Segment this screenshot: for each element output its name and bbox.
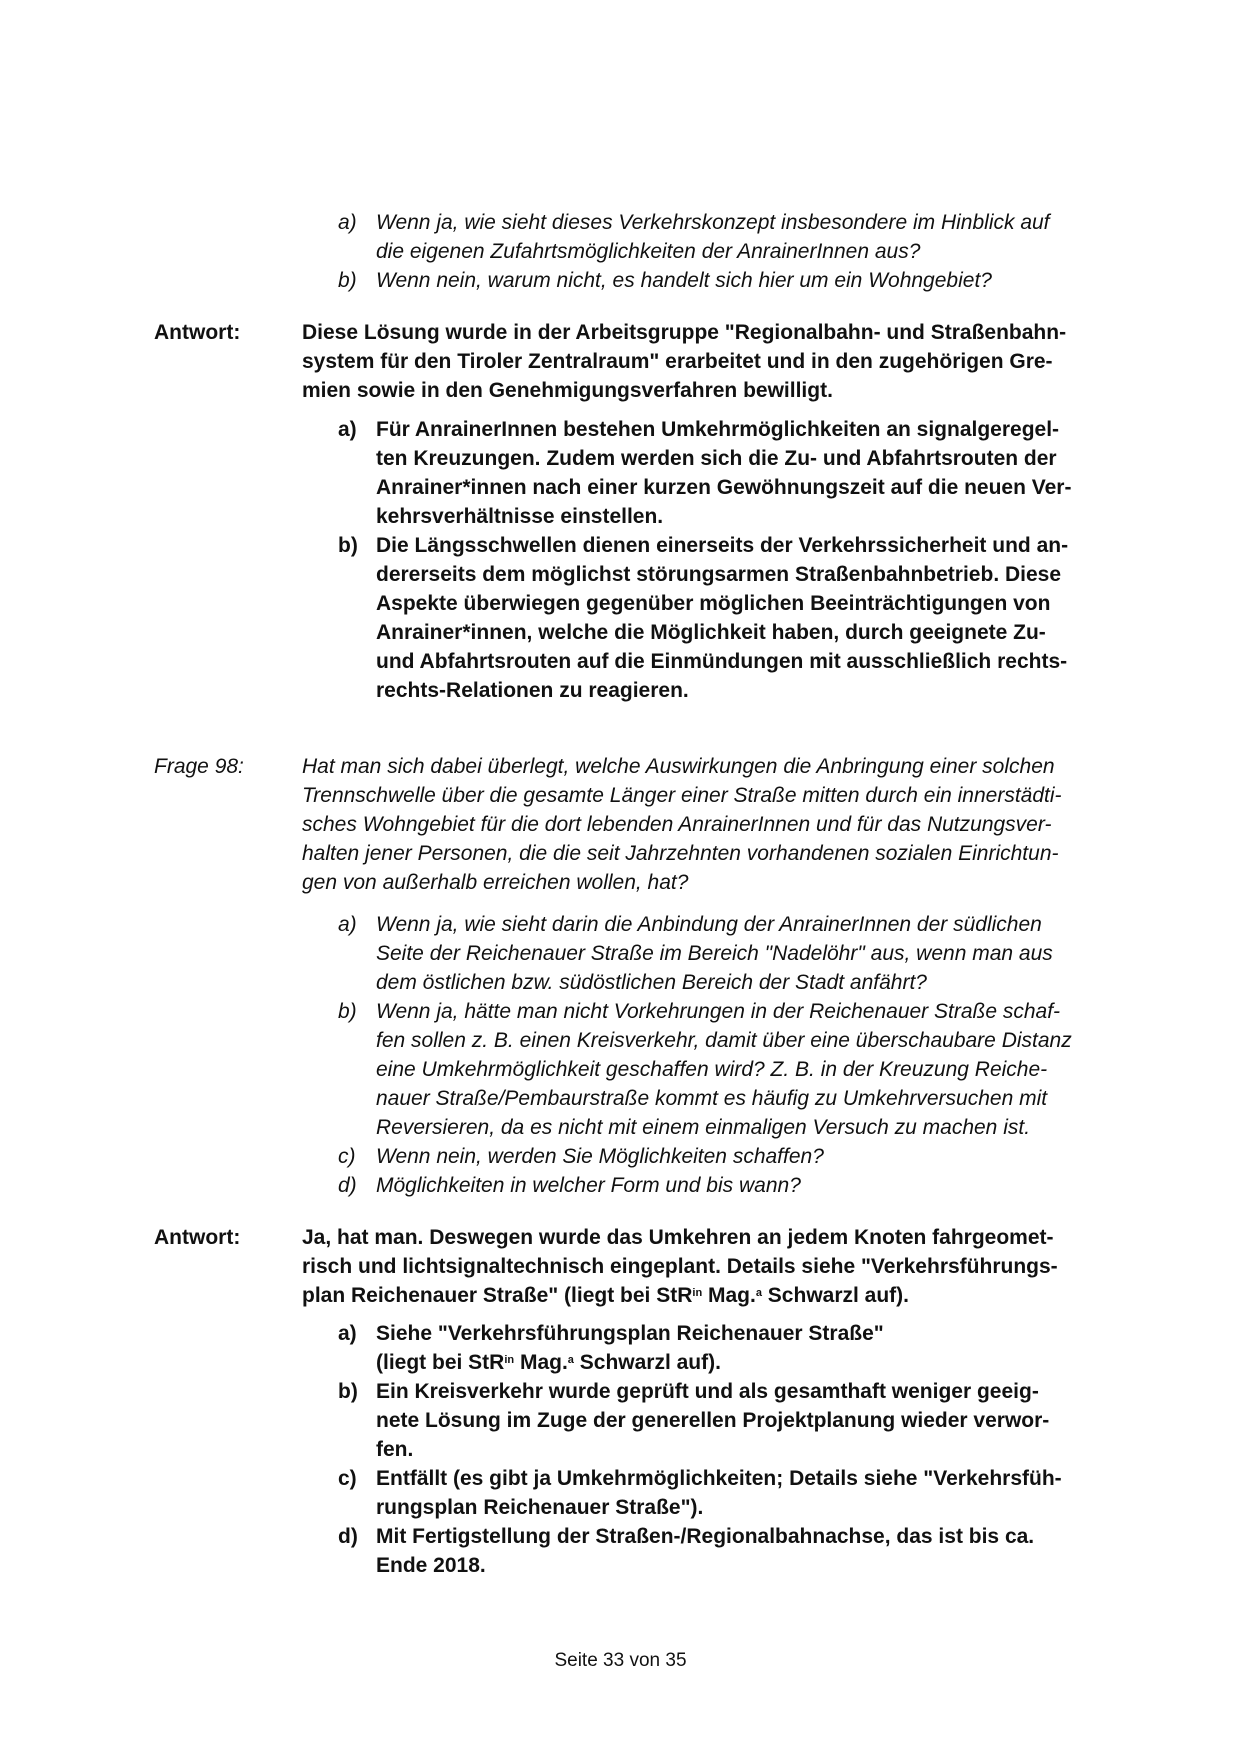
list-item [338, 997, 1142, 1142]
text-line: Die Längsschwellen dienen einerseits der Verkehrssicherheit und an- [376, 534, 1069, 557]
list-marker: a) [338, 913, 357, 936]
text-fragment: (liegt bei StR [376, 1351, 505, 1374]
text-line: eine Umkehrmöglichkeit geschaffen wird? Z. B. in der Kreuzung Reiche- [376, 1058, 1048, 1081]
text-line: fen. [376, 1438, 414, 1461]
text-line: die eigenen Zufahrtsmöglichkeiten der AnrainerInnen aus? [376, 240, 921, 263]
text-fragment: Schwarzl auf). [573, 1351, 721, 1374]
text-line: Entfällt (es gibt ja Umkehrmöglichkeiten; Details siehe "Verkehrsfüh- [376, 1467, 1062, 1490]
text-line: kehrsverhältnisse einstellen. [376, 505, 664, 528]
answer-text [302, 318, 1142, 405]
answer-text [302, 1223, 1142, 1310]
list-marker: b) [338, 534, 358, 557]
text-line: dem östlichen bzw. südöstlichen Bereich der Stadt anfährt? [376, 971, 927, 994]
text-line: Aspekte überwiegen gegenüber möglichen Beeinträchtigungen von [376, 592, 1051, 615]
list-marker: b) [338, 1000, 357, 1023]
text-line: halten jener Personen, die die seit Jahrzehnten vorhandenen sozialen Einrichtun- [302, 842, 1059, 865]
list-marker: b) [338, 269, 357, 292]
text-line: Mit Fertigstellung der Straßen-/Regionalbahnachse, das ist bis ca. [376, 1525, 1035, 1548]
text-line: Diese Lösung wurde in der Arbeitsgruppe "Regionalbahn- und Straßenbahn- [302, 321, 1067, 344]
text-line: Wenn ja, wie sieht dieses Verkehrskonzept insbesondere im Hinblick auf [376, 211, 1050, 234]
list-item [338, 1142, 1142, 1171]
text-line: Seite der Reichenauer Straße im Bereich "Nadelöhr" aus, wenn man aus [376, 942, 1053, 965]
list-marker: c) [338, 1145, 356, 1168]
text-line: rechts-Relationen zu reagieren. [376, 679, 689, 702]
text-line: Anrainer*innen nach einer kurzen Gewöhnungszeit auf die neuen Ver- [376, 476, 1072, 499]
list-item [338, 1171, 1142, 1200]
list-item [338, 266, 1142, 295]
list-item [338, 910, 1142, 997]
text-line: Für AnrainerInnen bestehen Umkehrmöglichkeiten an signalgeregel- [376, 418, 1060, 441]
text-fragment: Schwarzl auf). [761, 1284, 909, 1307]
text-fragment: Mag. [514, 1351, 568, 1374]
text-line: Wenn ja, wie sieht darin die Anbindung der AnrainerInnen der südlichen [376, 913, 1042, 936]
text-line: nete Lösung im Zuge der generellen Projektplanung wieder verwor- [376, 1409, 1050, 1432]
page-number: Seite 33 von 35 [554, 1650, 687, 1671]
superscript: in [504, 1354, 515, 1366]
question-text [302, 752, 1142, 897]
list-marker: d) [338, 1174, 357, 1197]
text-line: Siehe "Verkehrsführungsplan Reichenauer Straße" [376, 1322, 884, 1345]
answer-label: Antwort: [154, 1226, 241, 1249]
text-line: Wenn nein, warum nicht, es handelt sich hier um ein Wohngebiet? [376, 269, 992, 292]
text-line: Wenn ja, hätte man nicht Vorkehrungen in der Reichenauer Straße schaf- [376, 1000, 1061, 1023]
text-line: Möglichkeiten in welcher Form und bis wann? [376, 1174, 801, 1197]
list-item [338, 531, 1142, 705]
list-marker: b) [338, 1380, 358, 1403]
answer-label: Antwort: [154, 321, 241, 344]
text-line: nauer Straße/Pembaurstraße kommt es häufig zu Umkehrversuchen mit [376, 1087, 1048, 1110]
text-line: gen von außerhalb erreichen wollen, hat? [302, 871, 689, 894]
list-item [338, 1522, 1142, 1580]
text-fragment: Mag. [702, 1284, 756, 1307]
superscript: a [755, 1287, 762, 1299]
text-line: rungsplan Reichenauer Straße"). [376, 1496, 704, 1519]
text-line: Anrainer*innen, welche die Möglichkeit haben, durch geeignete Zu- [376, 621, 1046, 644]
text-line: Trennschwelle über die gesamte Länger einer Straße mitten durch ein innerstädti- [302, 784, 1062, 807]
superscript: in [692, 1287, 703, 1299]
list-marker: a) [338, 211, 357, 234]
superscript: a [567, 1354, 574, 1366]
list-item [338, 1377, 1142, 1464]
text-line: Ein Kreisverkehr wurde geprüft und als gesamthaft weniger geeig- [376, 1380, 1039, 1403]
text-line: und Abfahrtsrouten auf die Einmündungen mit ausschließlich rechts- [376, 650, 1068, 673]
list-item [338, 415, 1142, 531]
list-marker: c) [338, 1467, 357, 1490]
text-line: dererseits dem möglichst störungsarmen Straßenbahnbetrieb. Diese [376, 563, 1062, 586]
list-item [338, 1464, 1142, 1522]
text-line [376, 1351, 721, 1374]
text-line: Ende 2018. [376, 1554, 486, 1577]
text-line: sches Wohngebiet für die dort lebenden AnrainerInnen und für das Nutzungsver- [302, 813, 1052, 836]
text-line: Wenn nein, werden Sie Möglichkeiten schaffen? [376, 1145, 824, 1168]
list-marker: a) [338, 418, 357, 441]
text-line [302, 1284, 909, 1307]
text-line: system für den Tiroler Zentralraum" erarbeitet und in den zugehörigen Gre- [302, 350, 1053, 373]
list-item [338, 1319, 1142, 1377]
text-line: risch und lichtsignaltechnisch eingeplant. Details siehe "Verkehrsführungs- [302, 1255, 1058, 1278]
list-item [338, 208, 1142, 266]
list-marker: d) [338, 1525, 358, 1548]
text-line: ten Kreuzungen. Zudem werden sich die Zu- und Abfahrtsrouten der [376, 447, 1057, 470]
text-line: Hat man sich dabei überlegt, welche Auswirkungen die Anbringung einer solchen [302, 755, 1055, 778]
text-line: Reversieren, da es nicht mit einem einmaligen Versuch zu machen ist. [376, 1116, 1031, 1139]
text-line: Ja, hat man. Deswegen wurde das Umkehren an jedem Knoten fahrgeomet- [302, 1226, 1054, 1249]
text-line: fen sollen z. B. einen Kreisverkehr, damit über eine überschaubare Distanz [376, 1029, 1072, 1052]
list-marker: a) [338, 1322, 357, 1345]
text-fragment: plan Reichenauer Straße" (liegt bei StR [302, 1284, 693, 1307]
text-line: mien sowie in den Genehmigungsverfahren bewilligt. [302, 379, 833, 402]
question-label: Frage 98: [154, 755, 244, 778]
